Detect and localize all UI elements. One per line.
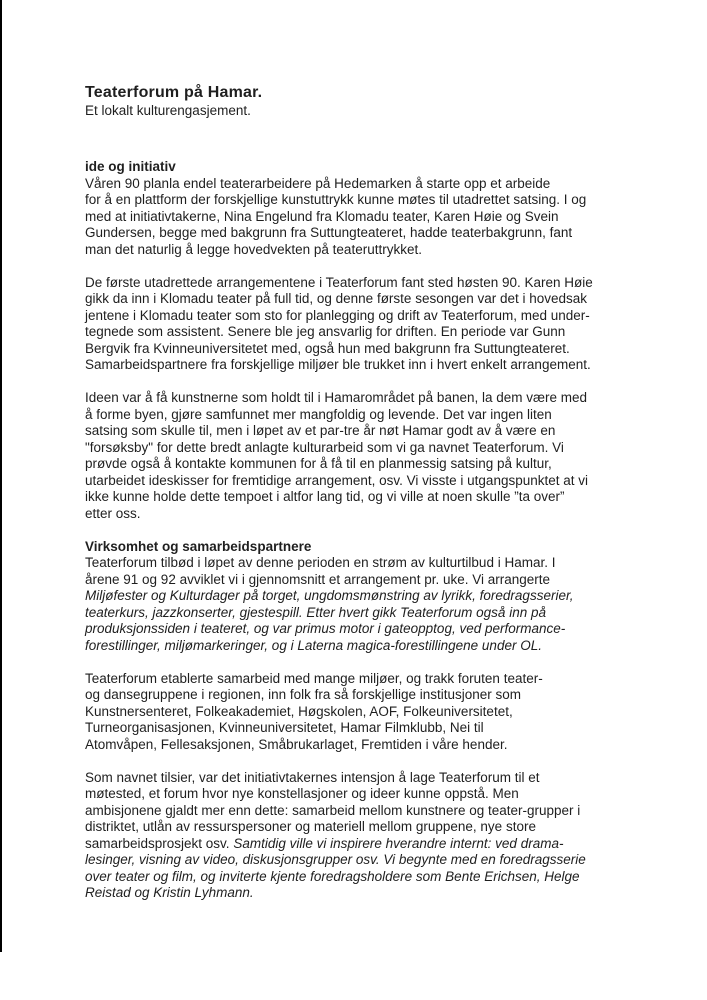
text-line bbox=[85, 852, 665, 869]
text-run: tegnede som assistent. Senere ble jeg ansvarlig for driften. En periode var Gunn bbox=[85, 324, 566, 339]
italic-text-run: lesinger, visning av video, diskusjonsgrupper osv. Vi begynte med en foredragsserie bbox=[85, 852, 586, 867]
document-sections bbox=[85, 159, 665, 902]
text-run: å forme byen, gjøre samfunnet mer mangfoldig og levende. Det var ingen liten bbox=[85, 406, 552, 422]
text-line bbox=[85, 390, 665, 407]
section-heading: Virksomhet og samarbeidspartnere bbox=[85, 538, 312, 554]
paragraph bbox=[85, 671, 665, 754]
text-line bbox=[85, 819, 665, 836]
text-line bbox=[85, 638, 665, 655]
text-line bbox=[85, 572, 665, 589]
document-content bbox=[85, 84, 665, 902]
paragraph bbox=[85, 275, 665, 374]
text-line bbox=[85, 555, 665, 572]
text-run: ikke kunne holde dette tempoet i altfor lang tid, og vi ville at noen skulle ”ta over” bbox=[85, 489, 565, 504]
text-line bbox=[85, 440, 665, 457]
text-run: utarbeidet ideskisser for fremtidige arrangement, osv. Vi visste i utgangspunktet at vi bbox=[85, 472, 589, 488]
text-run: for å en plattform der forskjellige kunstuttrykk kunne møtes til utadrettet satsing. I og bbox=[85, 192, 587, 207]
text-line bbox=[85, 737, 665, 754]
text-line bbox=[85, 423, 665, 440]
text-line bbox=[85, 704, 665, 721]
text-line bbox=[85, 489, 665, 506]
text-line bbox=[85, 341, 665, 358]
text-line bbox=[85, 671, 665, 688]
text-run: møtested, et forum hvor nye konstellasjoner og ideer kunne oppstå. Men bbox=[85, 786, 519, 801]
text-line bbox=[85, 869, 665, 886]
document-title: Teaterforum på Hamar. bbox=[85, 84, 263, 101]
italic-text-run: Miljøfester og Kulturdager på torget, ungdomsmønstring av lyrikk, foredragsserier, bbox=[85, 588, 574, 603]
text-run: Samarbeidspartnere fra forskjellige miljøer ble trukket inn i hvert enkelt arrangement. bbox=[85, 357, 591, 372]
text-line bbox=[85, 456, 665, 473]
text-line bbox=[85, 473, 665, 490]
text-line bbox=[85, 770, 665, 787]
text-run: Bergvik fra Kvinneuniversitetet med, også hun med bakgrunn fra Suttungteateret. bbox=[85, 340, 570, 356]
text-line bbox=[85, 506, 665, 523]
text-line bbox=[85, 687, 665, 704]
document-header bbox=[85, 84, 665, 120]
text-line bbox=[85, 275, 665, 292]
text-run: Atomvåpen, Fellesaksjonen, Småbrukarlaget, Fremtiden i våre hender. bbox=[85, 736, 508, 752]
paragraph bbox=[85, 390, 665, 522]
text-run: og dansegruppene i regionen, inn folk fra så forskjellige institusjoner som bbox=[85, 687, 522, 702]
text-line bbox=[85, 357, 665, 374]
text-run: distriktet, utlån av ressurspersoner og materiell mellom gruppene, nye store bbox=[85, 819, 536, 834]
text-line bbox=[85, 836, 665, 853]
text-run: prøvde også å kontakte kommunen for å få til en planmessig satsing på kultur, bbox=[85, 456, 552, 471]
text-run: De første utadrettede arrangementene i Teaterforum fant sted høsten 90. Karen Høie bbox=[85, 274, 593, 290]
document-subtitle: Et lokalt kulturengasjement. bbox=[85, 103, 251, 118]
text-line bbox=[85, 621, 665, 638]
text-line bbox=[85, 209, 665, 226]
text-run: Teaterforum etablerte samarbeid med mange miljøer, og trakk foruten teater- bbox=[85, 670, 543, 686]
text-run: "forsøksby" for dette bredt anlagte kulturarbeid som vi ga navnet Teaterforum. Vi bbox=[85, 439, 564, 455]
text-run: ambisjonene gjaldt mer enn dette: samarbeid mellom kunstnere og teater-grupper i bbox=[85, 802, 581, 818]
italic-text-run: over teater og film, og inviterte kjente foredragsholdere som Bente Erichsen, Helge bbox=[85, 868, 580, 884]
italic-text-run: produksjonssiden i teateret, og var primus motor i gateopptog, ved performance- bbox=[85, 621, 566, 636]
text-line bbox=[85, 407, 665, 424]
text-run: samarbeidsprosjekt osv. bbox=[85, 835, 234, 851]
text-run: Våren 90 planla endel teaterarbeidere på Hedemarken å starte opp et arbeide bbox=[85, 175, 551, 191]
text-run: med at initiativtakerne, Nina Engelund fra Klomadu teater, Karen Høie og Svein bbox=[85, 208, 559, 224]
paragraph bbox=[85, 770, 665, 902]
text-line bbox=[85, 803, 665, 820]
text-line bbox=[85, 605, 665, 622]
italic-text-run: Reistad og Kristin Lyhmann. bbox=[85, 885, 254, 900]
document-section bbox=[85, 159, 665, 522]
text-run: Kunstnersenteret, Folkeakademiet, Høgskolen, AOF, Folkeuniversitetet, bbox=[85, 703, 513, 719]
text-line bbox=[85, 308, 665, 325]
text-line bbox=[85, 291, 665, 308]
italic-text-run: Samtidig ville vi inspirere hverandre internt: ved drama- bbox=[233, 835, 564, 851]
text-run: jentene i Klomadu teater som sto for planlegging og drift av Teaterforum, med under- bbox=[85, 307, 590, 323]
paragraph bbox=[85, 555, 665, 654]
text-line bbox=[85, 176, 665, 193]
text-line bbox=[85, 242, 665, 259]
text-run: Gundersen, begge med bakgrunn fra Suttungteateret, hadde teaterbakgrunn, fant bbox=[85, 225, 573, 240]
text-run: Ideen var å få kunstnerne som holdt til i Hamarområdet på banen, la dem være med bbox=[85, 390, 588, 405]
text-line bbox=[85, 225, 665, 242]
text-line bbox=[85, 192, 665, 209]
text-run: årene 91 og 92 avviklet vi i gjennomsnitt et arrangement pr. uke. Vi arrangerte bbox=[85, 571, 551, 587]
section-heading: ide og initiativ bbox=[85, 159, 176, 174]
italic-text-run: teaterkurs, jazzkonserter, gjestespill. Etter hvert gikk Teaterforum også inn på bbox=[85, 604, 546, 620]
text-run: man det naturlig å legge hovedvekten på teateruttrykket. bbox=[85, 241, 422, 257]
scan-edge-line bbox=[0, 0, 2, 952]
text-run: gikk da inn i Klomadu teater på full tid, og denne første sesongen var det i hovedsak bbox=[85, 291, 588, 306]
text-run: Teaterforum tilbød i løpet av denne perioden en strøm av kulturtilbud i Hamar. I bbox=[85, 555, 556, 570]
text-line bbox=[85, 885, 665, 902]
document-section bbox=[85, 539, 665, 902]
text-line bbox=[85, 720, 665, 737]
text-run: satsing som skulle til, men i løpet av et par-tre år nøt Hamar godt av å være en bbox=[85, 423, 556, 438]
text-run: Turneorganisasjonen, Kvinneuniversitetet, Hamar Filmklubb, Nei til bbox=[85, 720, 484, 735]
text-run: Som navnet tilsier, var det initiativtakernes intensjon å lage Teaterforum til et bbox=[85, 769, 540, 785]
text-line bbox=[85, 588, 665, 605]
text-run: etter oss. bbox=[85, 505, 141, 521]
text-line bbox=[85, 786, 665, 803]
italic-text-run: forestillinger, miljømarkeringer, og i Laterna magica-forestillingene under OL. bbox=[85, 637, 542, 653]
text-line bbox=[85, 324, 665, 341]
paragraph bbox=[85, 176, 665, 259]
